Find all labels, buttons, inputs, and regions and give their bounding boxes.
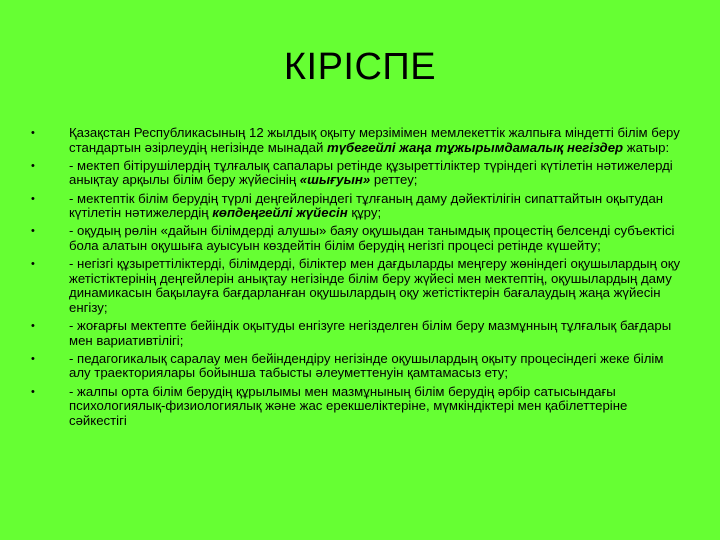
list-item xyxy=(28,192,688,221)
bullet-icon: • xyxy=(31,225,35,238)
item-text: реттеу; xyxy=(370,172,418,188)
item-text: - мектептік білім берудің түрлі деңгейлеріндегі тұлғаның даму дәйектілігін сипаттайтын оқытудан күтілетін нәтижелердің xyxy=(69,190,664,221)
bullet-icon: • xyxy=(31,320,35,333)
slide-title: КІРІСПЕ xyxy=(283,46,437,88)
bullet-icon: • xyxy=(31,385,35,398)
item-emphasis: көпдеңгейлі жүйесін xyxy=(212,205,348,221)
item-text: құру; xyxy=(347,205,382,221)
item-text: - негізгі құзыреттіліктерді, білімдерді, біліктер мен дағдыларды меңгеру жөніндегі оқушылардың оқу жетістіктерінің деңгейлерін анықтау негізінде білім беру жүйесі мен мектептің, оқушылардың даму динамикасын бақылауға бағдарланған оқушылардың оқу жетістіктерін бағалаудың жаңа жүйесін енгізу; xyxy=(69,256,681,315)
item-text: - оқудың рөлін «дайын білімдерді алушы» баяу оқушыдан танымдық процестің белсенді субъектісі бола алатын оқушыға ауысуын көздейтін білім берудің негізгі процесі ретінде күшейту; xyxy=(69,223,675,253)
item-emphasis: түбегейлі жаңа тұжырымдамалық негіздер xyxy=(326,139,624,155)
list-item xyxy=(28,224,688,253)
list-item xyxy=(28,159,688,188)
item-text: Қазақстан Республикасының 12 жылдық оқыту мерзімімен мемлекеттік жалпыға міндетті білім беру стандартын әзірлеудің негізінде мынадай xyxy=(69,125,680,155)
bullet-icon: • xyxy=(31,192,35,205)
bullet-list xyxy=(28,126,688,432)
bullet-icon: • xyxy=(31,159,35,172)
item-text: - мектеп бітірушілердің тұлғалық сапалары ретінде құзыреттіліктер түріндегі күтілетін нәтижелерді анықтау арқылы білім беру жүйесінің xyxy=(69,157,673,188)
list-item xyxy=(28,352,688,381)
bullet-icon: • xyxy=(31,352,35,365)
item-text: жатыр: xyxy=(623,139,670,155)
list-item xyxy=(28,126,688,155)
bullet-icon: • xyxy=(31,127,35,139)
bullet-icon: • xyxy=(31,258,35,271)
item-text: - жоғарғы мектепте бейіндік оқытуды енгізуге негізделген білім беру мазмұнның тұлғалық бағдары мен вариативтілігі; xyxy=(69,318,672,348)
item-text: - педагогикалық саралау мен бейіндендіру негізінде оқушылардың оқыту процесіндегі жеке білім алу траекториялары бойынша табысты әлеуметтенуін қамтамасыз ету; xyxy=(69,350,664,381)
list-item xyxy=(28,319,688,348)
item-text: - жалпы орта білім берудің құрылымы мен мазмұнының білім берудің әрбір сатысындағы психологиялық-физиологиялық және жас ерекшеліктеріне, мүмкіндіктері мен қабілеттеріне сәйкестігі xyxy=(69,383,628,428)
item-emphasis: «шығуын» xyxy=(299,172,371,188)
list-item xyxy=(28,257,688,315)
list-item xyxy=(28,385,688,429)
